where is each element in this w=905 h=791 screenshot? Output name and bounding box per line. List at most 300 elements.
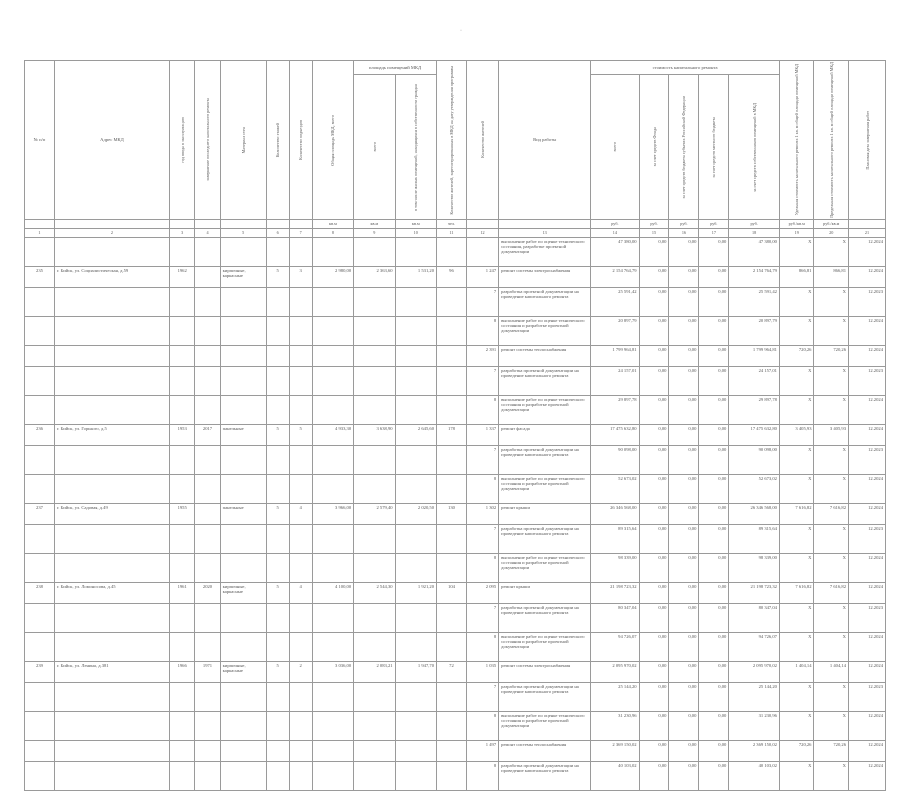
cell-c19: 720,26 [779,345,814,366]
cell-c16: 0,00 [669,682,699,711]
cell-ta: 2 980,00 [312,266,353,287]
cell-mat [220,553,266,582]
cell-y2 [195,287,220,316]
col-cost-total: всего [591,75,639,219]
cell-c20: 720,26 [814,345,849,366]
cell-res [437,287,467,316]
cell-c17: 0,00 [699,445,729,474]
cell-ta: 3 036,00 [312,661,353,682]
cell-ta [312,237,353,266]
cell-c21: 12.2024 [849,345,886,366]
cell-work: выполнение работ по оценке технического состояния и разработке проектной документации [499,553,591,582]
cell-ar [395,711,436,740]
cell-ar [395,740,436,761]
cell-addr [54,474,169,503]
cell-c21: 12.2024 [849,661,886,682]
cell-ta: 4 933,30 [312,424,353,445]
cell-at [354,761,395,790]
cell-ta [312,287,353,316]
cell-c14: 24 157,01 [591,366,639,395]
unit-cell [54,219,169,228]
cell-c16: 0,00 [669,524,699,553]
cell-c16: 0,00 [669,266,699,287]
cell-y1 [170,740,195,761]
cell-c15: 0,00 [639,445,669,474]
col-work-type: Вид работы [499,61,591,220]
col-area-total: всего [354,75,395,219]
cell-ar [395,395,436,424]
cell-ar: 2 020,50 [395,503,436,524]
cell-ar [395,553,436,582]
cell-no [25,761,55,790]
cell-res [437,740,467,761]
cell-c21: 12.2024 [849,582,886,603]
cell-c18: 20 897,79 [729,316,780,345]
cell-c21: 12.2023 [849,366,886,395]
cell-y2 [195,345,220,366]
cell-no: 237 [25,503,55,524]
cell-c16: 0,00 [669,474,699,503]
cell-work: выполнение работ по оценке технического состояния и разработке проектной документации [499,474,591,503]
column-index-cell: 19 [779,228,814,237]
cell-work: разработка проектной документации на проведение капитального ремонта [499,366,591,395]
cell-no [25,740,55,761]
cell-y2 [195,503,220,524]
cell-mat [220,287,266,316]
cell-c21: 12.2024 [849,316,886,345]
cell-en [289,524,312,553]
cell-code: 7 [466,524,498,553]
cell-c14: 29 897,78 [591,395,639,424]
col-no: № п/п [25,61,55,220]
cell-no: 239 [25,661,55,682]
cell-fl [266,287,289,316]
cell-at [354,603,395,632]
cell-c15: 0,00 [639,474,669,503]
cell-work: выполнение работ по оценке технического состояния и разработке проектной документации [499,632,591,661]
cell-ar [395,445,436,474]
cell-res: 104 [437,582,467,603]
cell-c21: 12.2023 [849,524,886,553]
cell-work: разработка проектной документации на проведение капитального ремонта [499,445,591,474]
cell-c20: 3 405,93 [814,424,849,445]
cell-ta [312,395,353,424]
col-max-cost: Предельная стоимость капитального ремонта 1 кв. м общей площади помещений МКД [814,61,849,220]
cell-mat [220,237,266,266]
cell-c17: 0,00 [699,474,729,503]
cell-en [289,632,312,661]
cell-c14: 1 799 964,81 [591,345,639,366]
cell-c21: 12.2024 [849,395,886,424]
cell-y2 [195,632,220,661]
cell-c14: 21 198 723,32 [591,582,639,603]
cell-y1 [170,395,195,424]
col-area-group: площадь помещений МКД [354,61,437,75]
table-row [25,582,886,603]
cell-addr [54,632,169,661]
cell-ar: 2 645,60 [395,424,436,445]
cell-res [437,711,467,740]
cell-c20: Х [814,603,849,632]
cell-c16: 0,00 [669,345,699,366]
cell-res: 178 [437,424,467,445]
cell-res: 96 [437,266,467,287]
cell-ta [312,474,353,503]
cell-en [289,740,312,761]
page-mark: · [460,28,462,34]
table-row [25,395,886,424]
cell-c15: 0,00 [639,345,669,366]
unit-cell: кв.м [312,219,353,228]
table-row [25,661,886,682]
cell-c20: 720,26 [814,740,849,761]
cell-fl [266,345,289,366]
cell-ar [395,761,436,790]
cell-c16: 0,00 [669,603,699,632]
cell-c17: 0,00 [699,266,729,287]
cell-no [25,237,55,266]
col-year-overhaul: завершение последнего капитального ремонта [195,61,220,220]
cell-c18: 40 103,02 [729,761,780,790]
cell-c18: 94 726,07 [729,632,780,661]
cell-addr [54,345,169,366]
cell-c15: 0,00 [639,266,669,287]
cell-no [25,345,55,366]
cell-y1: 1953 [170,424,195,445]
cell-fl [266,740,289,761]
cell-c16: 0,00 [669,711,699,740]
cell-en [289,603,312,632]
cell-c17: 0,00 [699,582,729,603]
cell-c14: 25 591,42 [591,287,639,316]
table-row [25,603,886,632]
cell-y1 [170,603,195,632]
column-index-cell: 3 [170,228,195,237]
cell-no [25,632,55,661]
cell-c20: Х [814,287,849,316]
col-entrances: Количество подъездов [289,61,312,220]
cell-at: 2 363,60 [354,266,395,287]
cell-fl [266,603,289,632]
table-row [25,553,886,582]
column-index-cell: 10 [395,228,436,237]
cell-ta [312,761,353,790]
cell-y2 [195,682,220,711]
cell-code: 1 337 [466,424,498,445]
cell-code: 1 035 [466,661,498,682]
cell-addr: г. Бийск, ул. Горького, д.5 [54,424,169,445]
column-index-cell: 2 [54,228,169,237]
cell-c14: 26 346 568,00 [591,503,639,524]
cell-y2 [195,524,220,553]
cell-c20: Х [814,632,849,661]
column-index-cell: 11 [437,228,467,237]
cell-fl [266,366,289,395]
cell-no: 236 [25,424,55,445]
cell-mat [220,474,266,503]
cell-y1 [170,682,195,711]
cell-c18: 2 369 150,02 [729,740,780,761]
cell-ta [312,682,353,711]
cell-c16: 0,00 [669,582,699,603]
cell-en [289,682,312,711]
cell-c19: Х [779,711,814,740]
unit-cell [25,219,55,228]
col-cost-group: стоимость капитального ремонта [591,61,780,75]
cell-c20: Х [814,474,849,503]
table-row [25,237,886,266]
column-index-cell: 18 [729,228,780,237]
cell-work: выполнение работ по оценке технического состояния, разработке проектной документации [499,237,591,266]
cell-c21: 12.2024 [849,711,886,740]
cell-en: 2 [289,661,312,682]
cell-c16: 0,00 [669,366,699,395]
cell-c21: 12.2023 [849,682,886,711]
cell-c19: Х [779,366,814,395]
table-row [25,740,886,761]
column-index-cell: 9 [354,228,395,237]
cell-c19: 866,81 [779,266,814,287]
col-plan-date: Плановая дата завершения работ [849,61,886,220]
cell-en [289,316,312,345]
col-owners: за счет средств собственников помещений в МКД [729,75,780,219]
cell-c15: 0,00 [639,524,669,553]
cell-at [354,445,395,474]
cell-no [25,366,55,395]
cell-fl [266,445,289,474]
cell-c19: Х [779,316,814,345]
cell-res [437,761,467,790]
cell-at [354,740,395,761]
cell-ta [312,553,353,582]
cell-ar [395,603,436,632]
cell-c20: 1 404,14 [814,661,849,682]
cell-work: выполнение работ по оценке технического состояния и разработке проектной документации [499,395,591,424]
cell-c17: 0,00 [699,524,729,553]
cell-no [25,395,55,424]
cell-no [25,474,55,503]
cell-at: 2 579,40 [354,503,395,524]
cell-fl [266,524,289,553]
cell-c16: 0,00 [669,237,699,266]
cell-work: ремонт системы электроснабжения [499,266,591,287]
table-body [25,237,886,790]
cell-y1 [170,445,195,474]
cell-work: разработка проектной документации на проведение капитального ремонта [499,287,591,316]
cell-code: 8 [466,553,498,582]
unit-cell [466,219,498,228]
cell-at [354,524,395,553]
cell-en: 4 [289,503,312,524]
cell-code: 7 [466,287,498,316]
unit-cell: руб. [639,219,669,228]
cell-c19: Х [779,632,814,661]
cell-fl [266,632,289,661]
cell-en: 4 [289,582,312,603]
col-local: за счет средств местного бюджета [699,75,729,219]
column-index-cell: 15 [639,228,669,237]
cell-c19: Х [779,761,814,790]
unit-cell [170,219,195,228]
unit-cell: руб. [699,219,729,228]
unit-cell: кв.м [354,219,395,228]
cell-no [25,682,55,711]
col-wall-material: Материал стен [220,61,266,220]
cell-c18: 26 346 568,00 [729,503,780,524]
cell-c17: 0,00 [699,395,729,424]
cell-work: разработка проектной документации на проведение капитального ремонта [499,603,591,632]
cell-c14: 2 369 150,02 [591,740,639,761]
cell-c20: Х [814,524,849,553]
cell-c19: 7 616,82 [779,503,814,524]
cell-no: 235 [25,266,55,287]
col-total-area: Общая площадь МКД, всего [312,61,353,220]
cell-fl: 5 [266,424,289,445]
cell-c17: 0,00 [699,711,729,740]
unit-cell: руб. [591,219,639,228]
cell-c17: 0,00 [699,632,729,661]
cell-no [25,603,55,632]
units-row [25,219,886,228]
cell-c21: 12.2024 [849,237,886,266]
cell-c16: 0,00 [669,316,699,345]
cell-c19: Х [779,445,814,474]
cell-c19: Х [779,553,814,582]
cell-y2: 2017 [195,424,220,445]
unit-cell [849,219,886,228]
cell-c20: Х [814,395,849,424]
cell-c17: 0,00 [699,553,729,582]
cell-code: 8 [466,395,498,424]
cell-c14: 89 315,64 [591,524,639,553]
cell-at [354,395,395,424]
column-index-cell: 16 [669,228,699,237]
cell-res [437,366,467,395]
cell-c15: 0,00 [639,682,669,711]
cell-code: 2 095 [466,582,498,603]
cell-en [289,474,312,503]
cell-ar [395,632,436,661]
cell-fl [266,395,289,424]
cell-c15: 0,00 [639,395,669,424]
cell-code: 8 [466,474,498,503]
cell-y2 [195,445,220,474]
cell-c14: 25 144,20 [591,682,639,711]
column-index-cell: 8 [312,228,353,237]
cell-c19: 1 404,14 [779,661,814,682]
cell-c16: 0,00 [669,287,699,316]
unit-cell [499,219,591,228]
col-address: Адрес МКД [54,61,169,220]
cell-c19: Х [779,395,814,424]
index-row [25,228,886,237]
cell-c21: 12.2024 [849,553,886,582]
table-row [25,474,886,503]
cell-code: 8 [466,711,498,740]
cell-c15: 0,00 [639,316,669,345]
cell-res [437,553,467,582]
cell-work: разработка проектной документации на проведение капитального ремонта [499,761,591,790]
cell-y1: 1955 [170,503,195,524]
table-row [25,761,886,790]
column-index-cell: 12 [466,228,498,237]
cell-ta [312,632,353,661]
table-row [25,316,886,345]
cell-ta [312,740,353,761]
cell-mat [220,603,266,632]
col-year-built: год ввода в эксплуатацию [170,61,195,220]
unit-cell: руб./кв.м [814,219,849,228]
cell-fl: 5 [266,582,289,603]
cell-code: 8 [466,632,498,661]
cell-code: 2 391 [466,345,498,366]
cell-c16: 0,00 [669,395,699,424]
cell-mat: панельные [220,424,266,445]
cell-c18: 90 098,00 [729,445,780,474]
cell-code: 7 [466,603,498,632]
cell-y1 [170,345,195,366]
cell-en [289,711,312,740]
col-fund: за счет средств Фонда [639,75,669,219]
cell-mat [220,761,266,790]
cell-code: 1 247 [466,266,498,287]
cell-code: 7 [466,682,498,711]
cell-c19: 3 405,93 [779,424,814,445]
cell-y2 [195,761,220,790]
cell-c15: 0,00 [639,582,669,603]
cell-en [289,761,312,790]
cell-mat: кирпичные, каркасные [220,661,266,682]
cell-at [354,632,395,661]
unit-cell: руб./кв.м [779,219,814,228]
cell-at [354,345,395,366]
cell-c18: 31 230,96 [729,711,780,740]
column-index-cell: 5 [220,228,266,237]
cell-c17: 0,00 [699,424,729,445]
column-index-cell: 13 [499,228,591,237]
cell-c14: 31 230,96 [591,711,639,740]
cell-c15: 0,00 [639,424,669,445]
cell-addr [54,524,169,553]
cell-no [25,553,55,582]
cell-c18: 29 897,78 [729,395,780,424]
table-row [25,287,886,316]
cell-mat: панельные [220,503,266,524]
table-row [25,424,886,445]
unit-cell [266,219,289,228]
cell-c20: 7 616,82 [814,582,849,603]
cell-code: 7 [466,366,498,395]
cell-at [354,474,395,503]
cell-code: 1 302 [466,503,498,524]
cell-no [25,316,55,345]
cell-c19: Х [779,603,814,632]
cell-mat [220,366,266,395]
cell-res: 72 [437,661,467,682]
cell-y2 [195,395,220,424]
cell-addr [54,682,169,711]
cell-y2 [195,266,220,287]
cell-ta [312,345,353,366]
col-area-residential: в том числе жилых помещений, находящихся в собственности граждан [395,75,436,219]
cell-y2 [195,366,220,395]
cell-c18: 89 315,64 [729,524,780,553]
cell-c21: 12.2023 [849,603,886,632]
cell-work: ремонт фасада [499,424,591,445]
cell-y2 [195,474,220,503]
cell-y2 [195,711,220,740]
cell-at [354,711,395,740]
